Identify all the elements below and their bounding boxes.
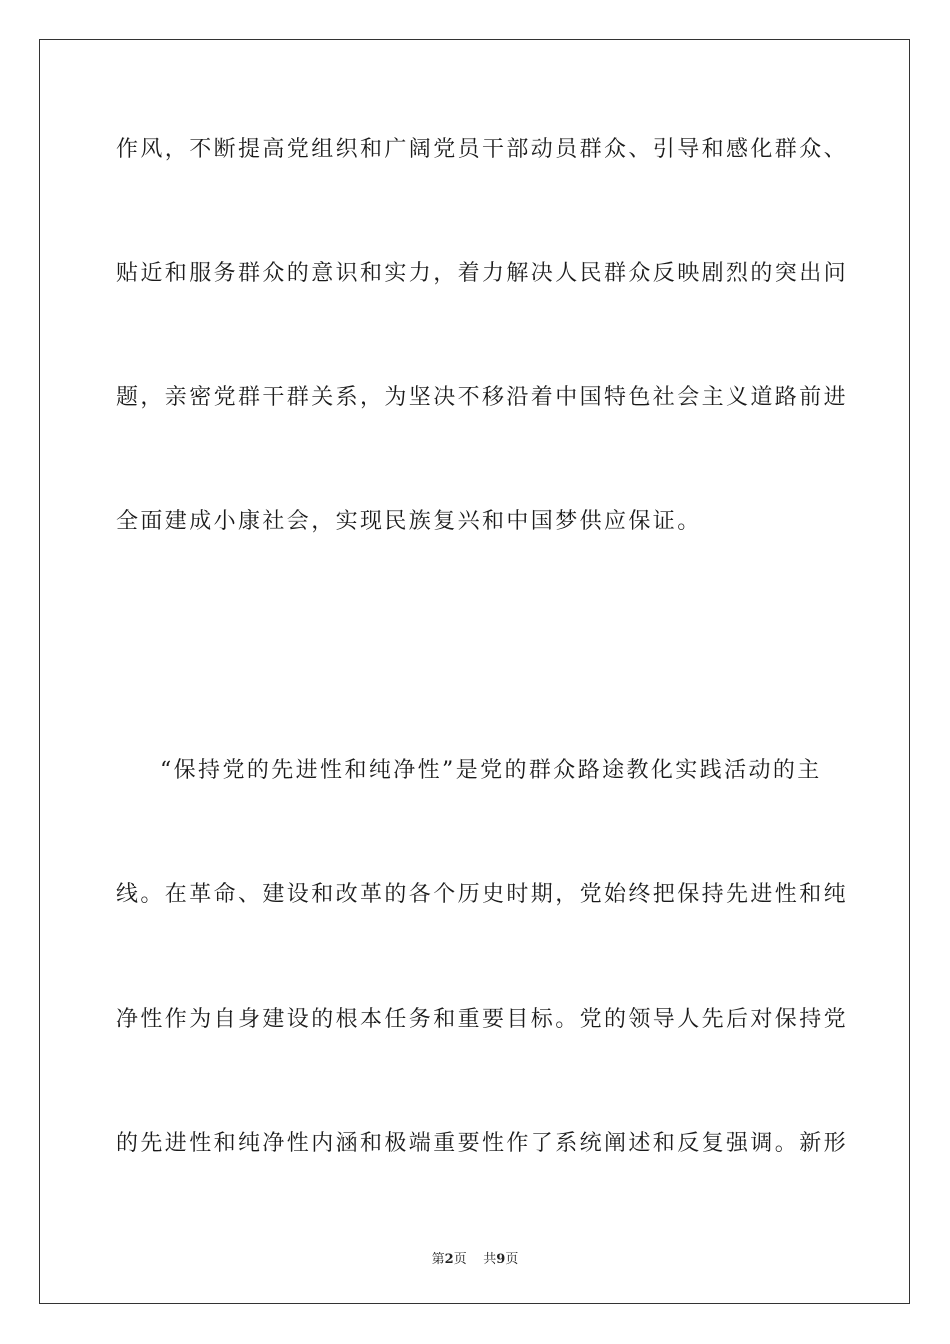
paragraph-line: 贴近和服务群众的意识和实力，着力解决人民群众反映剧烈的突出问 bbox=[116, 261, 849, 286]
paragraph-line: 净性作为自身建设的根本任务和重要目标。党的领导人先后对保持党 bbox=[116, 1007, 849, 1032]
paragraph-line: “保持党的先进性和纯净性”是党的群众路途教化实践活动的主 bbox=[160, 758, 822, 783]
page-frame bbox=[39, 39, 910, 1304]
current-page-number: 2 bbox=[444, 1252, 454, 1267]
total-suffix: 页 bbox=[505, 1252, 519, 1267]
paragraph-line: 全面建成小康社会，实现民族复兴和中国梦供应保证。 bbox=[116, 509, 702, 534]
paragraph-line: 的先进性和纯净性内涵和极端重要性作了系统阐述和反复强调。新形 bbox=[116, 1131, 849, 1156]
total-prefix: 共 bbox=[483, 1252, 497, 1267]
total-pages-number: 9 bbox=[496, 1252, 506, 1267]
page-footer bbox=[0, 1248, 950, 1267]
page-suffix: 页 bbox=[453, 1252, 467, 1267]
paragraph-line: 题，亲密党群干群关系，为坚决不移沿着中国特色社会主义道路前进 bbox=[116, 385, 849, 410]
paragraph-line: 作风，不断提高党组织和广阔党员干部动员群众、引导和感化群众、 bbox=[116, 137, 849, 162]
paragraph-line: 线。在革命、建设和改革的各个历史时期，党始终把保持先进性和纯 bbox=[116, 882, 849, 907]
page-prefix: 第 bbox=[431, 1252, 445, 1267]
